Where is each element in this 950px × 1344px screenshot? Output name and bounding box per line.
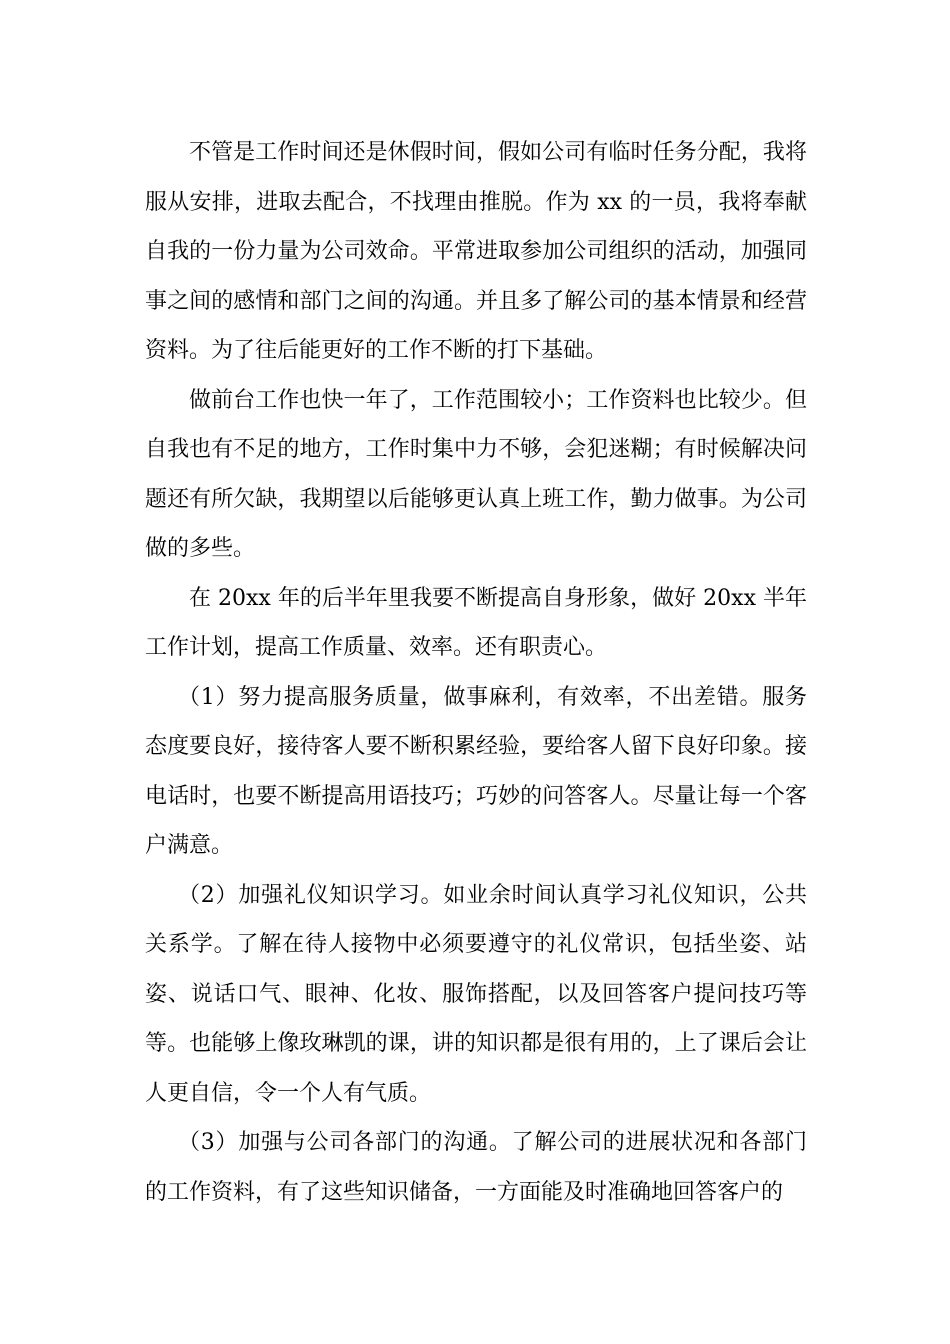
paragraph-item-2-etiquette: （2）加强礼仪知识学习。如业余时间认真学习礼仪知识，公共关系学。了解在待人接物中必须要遵守的礼仪常识，包括坐姿、站姿、说话口气、眼神、化妆、服饰搭配，以及回答客户提问技巧等等。也能够上像玫琳凯的课，讲的知识都是很有用的，上了课后会让人更自信，令一个人有气质。 — [145, 882, 807, 1106]
document-body — [145, 128, 807, 1217]
paragraph-item-1-service-quality: （1）努力提高服务质量，做事麻利，有效率，不出差错。服务态度要良好，接待客人要不断积累经验，要给客人留下良好印象。接电话时，也要不断提高用语技巧；巧妙的问答客人。尽量让每一个客户满意。 — [145, 684, 807, 858]
paragraph-item-3-communication: （3）加强与公司各部门的沟通。了解公司的进展状况和各部门的工作资料，有了这些知识储备，一方面能及时准确地回答客户的 — [145, 1130, 807, 1205]
paragraph-availability: 不管是工作时间还是休假时间，假如公司有临时任务分配，我将服从安排，进取去配合，不找理由推脱。作为 xx 的一员，我将奉献自我的一份力量为公司效命。平常进取参加公司组织的活动，加强同事之间的感情和部门之间的沟通。并且多了解公司的基本情景和经营资料。为了往后能更好的工作不断的打下基础。 — [145, 140, 807, 363]
paragraph-self-review: 做前台工作也快一年了，工作范围较小；工作资料也比较少。但自我也有不足的地方，工作时集中力不够，会犯迷糊；有时候解决问题还有所欠缺，我期望以后能够更认真上班工作，勤力做事。为公司做的多些。 — [145, 387, 807, 561]
paragraph-half-year-plan: 在 20xx 年的后半年里我要不断提高自身形象，做好 20xx 半年工作计划，提高工作质量、效率。还有职责心。 — [145, 585, 807, 660]
